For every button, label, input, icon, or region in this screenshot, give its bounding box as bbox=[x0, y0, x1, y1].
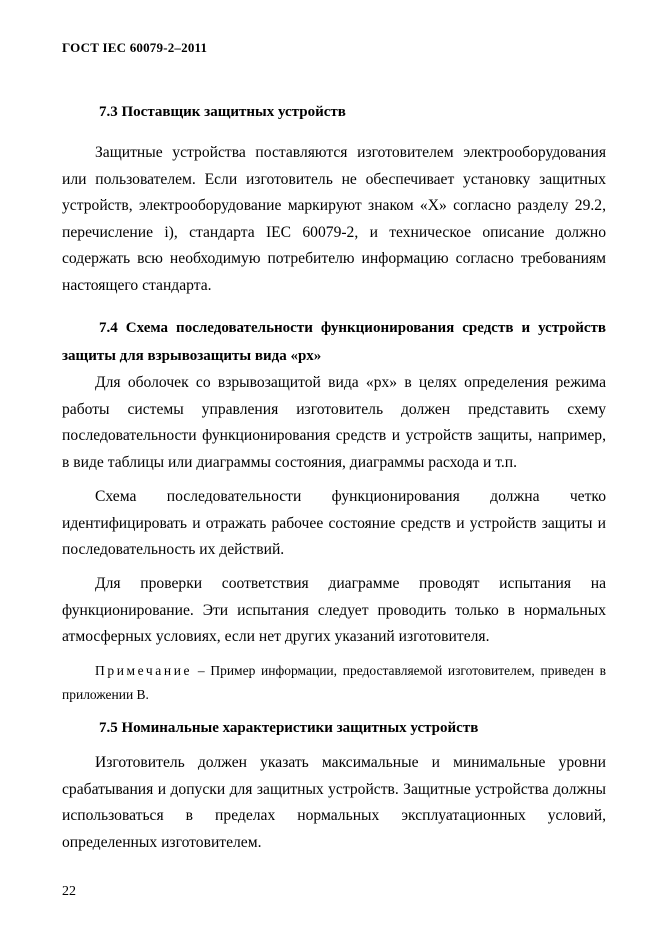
section-7-4-heading: 7.4 Схема последовательности функционирования средств и устройств защиты для взрывозащиты вида «рх» bbox=[62, 320, 606, 364]
note-text: – Пример информации, предоставляемой изготовителем, приведен в приложении В. bbox=[62, 663, 606, 702]
standard-header: ГОСТ IEC 60079-2–2011 bbox=[62, 40, 208, 55]
section-7-5-heading: 7.5 Номинальные характеристики защитных устройств bbox=[99, 720, 479, 736]
section-7-4-note bbox=[62, 659, 606, 707]
section-7-3-heading: 7.3 Поставщик защитных устройств bbox=[99, 104, 346, 120]
section-7-4-paragraph-2: Схема последовательности функционирования должна четко идентифицировать и отражать рабочее состояние средств и устройств защиты и последовательность их действий. bbox=[62, 488, 606, 558]
section-7-5-paragraph: Изготовитель должен указать максимальные и минимальные уровни срабатывания и допуски для защитных устройств. Защитные устройства должны использоваться в пределах нормальных эксплуатационных условий, определенных изготовителем. bbox=[62, 754, 606, 851]
section-7-4-paragraph-1: Для оболочек со взрывозащитой вида «рх» в целях определения режима работы системы управления изготовитель должен представить схему последовательности функционирования средств и устройств защиты, например, в виде таблицы или диаграммы состояния, диаграммы расхода и т.п. bbox=[62, 374, 606, 471]
page-number: 22 bbox=[62, 884, 76, 899]
section-7-3-paragraph: Защитные устройства поставляются изготовителем электрооборудования или пользователем. Если изготовитель не обеспечивает установку защитных устройств, электрооборудование маркируют знаком «Х» согласно разделу 29.2, перечисление i), стандарта IEC 60079-2, и техническое описание должно содержать всю необходимую потребителю информацию согласно требованиям настоящего стандарта. bbox=[62, 144, 606, 294]
note-label: Примечание bbox=[95, 663, 193, 678]
section-7-4-paragraph-3: Для проверки соответствия диаграмме проводят испытания на функционирование. Эти испытания следует проводить только в нормальных атмосферных условиях, если нет других указаний изготовителя. bbox=[62, 575, 606, 645]
